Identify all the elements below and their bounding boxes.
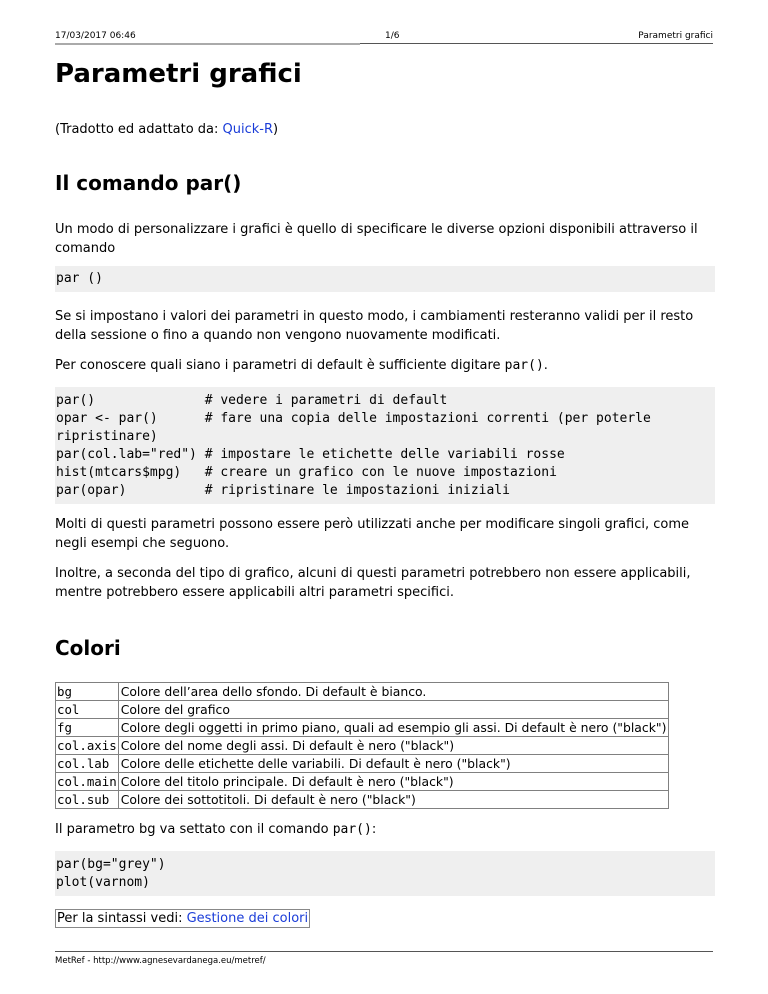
default-params-suffix: . bbox=[543, 358, 548, 373]
table-row bbox=[56, 791, 669, 809]
intro-paragraph: Un modo di personalizzare i grafici è quello di specificare le diverse opzioni disponibili attraverso il comando bbox=[55, 222, 698, 256]
code-block-bg bbox=[55, 851, 715, 896]
see-also-box bbox=[55, 909, 310, 928]
code-line: par(col.lab="red") # impostare le etichette delle variabili rosse bbox=[56, 447, 565, 462]
see-also-row bbox=[55, 907, 715, 928]
source-prefix: (Tradotto ed adattato da: bbox=[55, 122, 223, 137]
section-heading-colori: Colori bbox=[55, 636, 121, 660]
param-cell: col.main bbox=[57, 774, 117, 789]
param-cell: bg bbox=[56, 683, 119, 701]
quick-r-link[interactable]: Quick-R bbox=[222, 122, 274, 137]
bg-paragraph-text: Il parametro bg va settato con il comando bbox=[55, 822, 333, 837]
page-title: Parametri grafici bbox=[55, 59, 302, 89]
header-date: 17/03/2017 06:46 bbox=[55, 31, 136, 41]
default-params-paragraph bbox=[55, 356, 715, 375]
desc-cell: Colore dell’area dello sfondo. Di default è bianco. bbox=[118, 683, 669, 701]
table-row bbox=[56, 773, 669, 791]
desc-cell: Colore dei sottotitoli. Di default è nero ("black") bbox=[118, 791, 669, 809]
code-line: hist(mtcars$mpg) # creare un grafico con le nuove impostazioni bbox=[56, 465, 557, 480]
colors-table bbox=[55, 682, 669, 809]
code-line: par() # vedere i parametri di default bbox=[56, 393, 448, 408]
page-footer bbox=[55, 951, 713, 966]
see-also-text: Per la sintassi vedi: bbox=[57, 911, 187, 926]
default-params-text: Per conoscere quali siano i parametri di default è sufficiente digitare bbox=[55, 358, 505, 373]
document-body bbox=[55, 54, 715, 928]
page-header bbox=[55, 28, 713, 44]
section-heading-par: Il comando par() bbox=[55, 171, 242, 195]
footer-rule bbox=[55, 951, 713, 952]
bg-paragraph bbox=[55, 820, 715, 839]
param-cell: col.sub bbox=[56, 791, 119, 809]
code-line: opar <- par() # fare una copia delle impostazioni correnti (per poterle bbox=[56, 411, 651, 426]
param-cell: col.lab bbox=[56, 755, 119, 773]
code-line: par(bg="grey") bbox=[56, 857, 166, 872]
param-cell: col bbox=[56, 701, 119, 719]
code-block-par: par () bbox=[55, 266, 715, 292]
code-line: ripristinare) bbox=[56, 429, 158, 444]
color-management-link[interactable]: Gestione dei colori bbox=[186, 911, 309, 926]
source-suffix: ) bbox=[273, 122, 279, 137]
plot-type-paragraph: Inoltre, a seconda del tipo di grafico, alcuni di questi parametri potrebbero non essere applicabili, mentre potrebbero essere applicabili altri parametri specifici. bbox=[55, 566, 691, 600]
header-rule-accent bbox=[55, 43, 360, 45]
desc-cell: Colore del grafico bbox=[118, 701, 669, 719]
param-cell: fg bbox=[56, 719, 119, 737]
header-title: Parametri grafici bbox=[638, 31, 713, 41]
footer-text: MetRef - http://www.agnesevardanega.eu/metref/ bbox=[55, 956, 266, 966]
desc-cell: Colore degli oggetti in primo piano, quali ad esempio gli assi. Di default è nero ("black") bbox=[118, 719, 669, 737]
code-line: plot(varnom) bbox=[56, 875, 150, 890]
single-plot-paragraph: Molti di questi parametri possono essere però utilizzati anche per modificare singoli grafici, come negli esempi che seguono. bbox=[55, 517, 690, 551]
param-cell: col.axis bbox=[57, 738, 117, 753]
table-row bbox=[56, 737, 669, 755]
source-note bbox=[55, 120, 715, 139]
desc-cell: Colore del nome degli assi. Di default è nero ("black") bbox=[118, 737, 669, 755]
inline-code-par: par() bbox=[332, 822, 372, 837]
bg-paragraph-suffix: : bbox=[371, 822, 377, 837]
table-row bbox=[56, 755, 669, 773]
code-block-examples bbox=[55, 387, 715, 504]
session-paragraph: Se si impostano i valori dei parametri in questo modo, i cambiamenti resteranno validi per il resto della sessione o fino a quando non vengono nuovamente modificati. bbox=[55, 309, 694, 343]
header-page-number: 1/6 bbox=[385, 31, 400, 41]
desc-cell: Colore delle etichette delle variabili. Di default è nero ("black") bbox=[118, 755, 669, 773]
table-row bbox=[56, 683, 669, 701]
code-line: par(opar) # ripristinare le impostazioni iniziali bbox=[56, 483, 510, 498]
desc-cell: Colore del titolo principale. Di default è nero ("black") bbox=[118, 773, 669, 791]
table-row bbox=[56, 701, 669, 719]
table-row bbox=[56, 719, 669, 737]
inline-code-par: par() bbox=[504, 358, 544, 373]
